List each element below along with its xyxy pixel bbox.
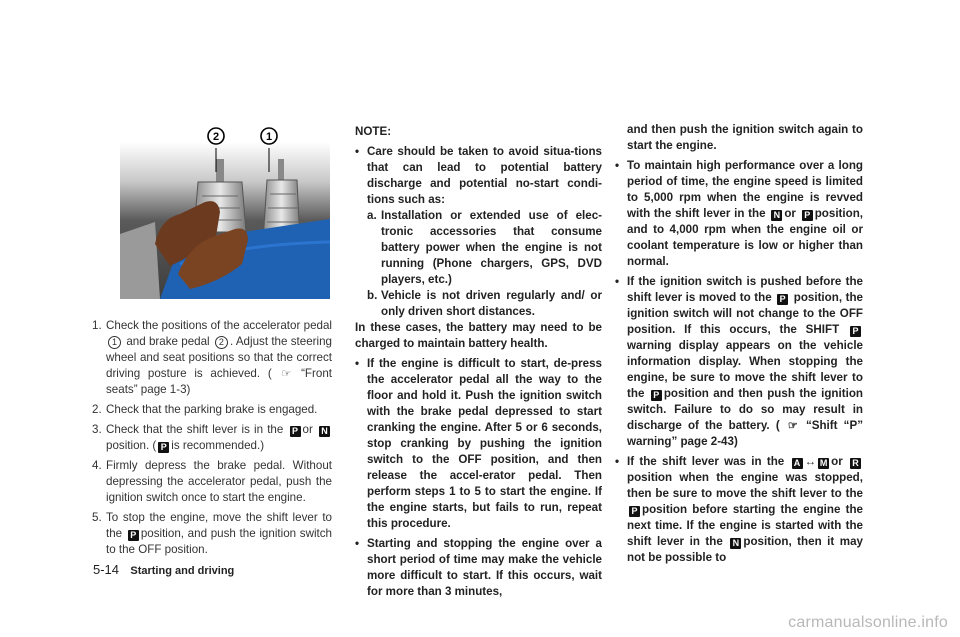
note-bullet-text: If the engine is difficult to start, de-press the accelerator pedal all the way to the floor and hold it. Push the ignition switch with the brake pedal depressed to start cranking the engine. After 5 or 6 seconds, stop cranking by pushing the ignition switch to the OFF position, and then release the accel-erator pedal. Then perform steps 1 to 5 to start the engine. If the engine starts, but fails to run, repeat this procedure. — [367, 357, 602, 530]
arrow-icon: ↔ — [804, 455, 817, 468]
callout-1-label: 1 — [265, 131, 273, 143]
shift-n-icon: N — [319, 426, 330, 437]
bullet: • — [615, 159, 620, 172]
sub-text: Installation or extended use of elec-tronic accessories that consume battery power when the engine is not running (Phone chargers, GPS, DVD players, etc.) — [381, 209, 602, 286]
note-bullet-5 — [615, 274, 863, 450]
shift-p-icon: P — [850, 326, 861, 337]
shift-n-icon: N — [771, 210, 782, 221]
continued-column — [615, 122, 863, 570]
callout-2-ref: 2 — [215, 336, 228, 349]
callout-2-label: 2 — [212, 131, 220, 143]
step-number: 3. — [92, 423, 102, 436]
shift-a-icon: A — [792, 458, 803, 469]
step-1-text-c: . Adjust the steering wheel and seat positions so that the correct driving posture is achieved. ( — [106, 335, 332, 380]
step-1-text-a: Check the positions of the accelerator pedal — [106, 319, 332, 332]
bullet-6-text-b: position when the engine was stopped, then be sure to move the shift lever to the — [627, 471, 863, 500]
sub-label: a. — [367, 209, 377, 222]
note-cases: In these cases, the battery may need to be charged to maintain battery health. — [355, 321, 602, 350]
step-4 — [92, 458, 332, 506]
bullet-5-text-a: If the ignition switch is pushed before the shift lever is moved to the — [627, 275, 863, 304]
shift-r-icon: R — [850, 458, 861, 469]
step-5-text-a: To stop the engine, move the shift lever to the — [106, 511, 332, 540]
bullet-6-text-c: position before starting the engine the next time. If the engine is started with the shift lever in the — [627, 503, 863, 548]
shift-p-icon: P — [802, 210, 813, 221]
sub-text: Vehicle is not driven regularly and/ or only driven short distances. — [381, 289, 602, 318]
note-bullet-text: Starting and stopping the engine over a short period of time may make the vehicle more difficult to start. If this occurs, wait for more than 3 minutes, — [367, 537, 602, 598]
pedal-illustration-svg — [120, 124, 330, 299]
watermark: carmanualsonline.info — [788, 614, 948, 631]
step-5 — [92, 510, 332, 558]
book-pointer-icon: ☞ — [787, 420, 798, 432]
step-2 — [92, 402, 332, 418]
step-3 — [92, 422, 332, 454]
note-bullet-text — [627, 158, 863, 270]
bullet-4-text-b: position, and to 4,000 rpm when the engine oil or coolant temperature is low or higher than normal. — [627, 207, 864, 268]
bullet-5-text-c: warning display appears on the vehicle information display. When stopping the engine, be sure to move the shift lever to the — [627, 339, 863, 400]
step-3-text-c: is recommended.) — [171, 439, 265, 452]
shift-p-icon: P — [290, 426, 301, 437]
step-number: 5. — [92, 511, 102, 524]
step-5-text-b: position, and push the ignition switch to the OFF position. — [106, 527, 332, 556]
page-number: 5-14 — [93, 562, 120, 577]
bullet-6-text-d: position, then it may not be possible to — [627, 535, 863, 564]
note-bullet-text — [627, 274, 863, 450]
step-text: Check that the parking brake is engaged. — [106, 403, 318, 416]
note-bullet-1 — [355, 144, 602, 208]
bullet-6-text-a: If the shift lever was in the — [627, 455, 785, 468]
step-number: 4. — [92, 459, 102, 472]
shift-m-icon: M — [819, 458, 828, 468]
shift-n-icon: N — [730, 538, 741, 549]
bullet: • — [615, 275, 620, 288]
note-sub-b — [367, 288, 602, 320]
step-number: 2. — [92, 403, 102, 416]
note-bullet-text: Care should be taken to avoid situa-tions that can lead to potential battery discharge and potential no-start condi-tions such as: — [367, 145, 602, 206]
step-3-text-b: position. ( — [106, 439, 157, 452]
shift-p-icon: P — [158, 442, 169, 453]
footrest-panel — [120, 222, 160, 299]
note-bullet-3 — [355, 536, 602, 600]
note-bullet-6 — [615, 454, 863, 566]
note-bullet-text — [627, 454, 863, 566]
bullet: • — [615, 455, 620, 468]
shift-p-icon: P — [629, 506, 640, 517]
or-word: or — [302, 423, 313, 436]
sub-label: b. — [367, 289, 378, 302]
page-footer — [93, 562, 234, 577]
or-word: or — [831, 455, 843, 468]
bullet-5-text-d: position and then push the ignition switch. Failure to do so may result in discharge of the battery. ( — [627, 387, 863, 432]
step-1-text-b: and brake pedal — [126, 335, 210, 348]
shift-p-icon: P — [651, 390, 662, 401]
callout-1-ref: 1 — [108, 336, 121, 349]
shift-p-icon: P — [777, 294, 788, 305]
note-bullet-4 — [615, 158, 863, 270]
pedal-illustration — [120, 124, 330, 299]
step-3-text-a: Check that the shift lever is in the — [106, 423, 284, 436]
step-text: Firmly depress the brake pedal. Without depressing the accelerator pedal, push the ignition switch once to start the engine. — [106, 459, 332, 504]
section-title: Starting and driving — [130, 565, 235, 577]
step-number: 1. — [92, 319, 102, 332]
shift-p-icon: P — [128, 530, 139, 541]
bullet: • — [355, 537, 360, 550]
note-column — [355, 124, 602, 604]
or-word: or — [784, 207, 796, 220]
bullet-5-reference: “Shift “P” warning” page 2-43) — [627, 419, 863, 448]
book-pointer-icon: ☞ — [281, 368, 292, 380]
step-1 — [92, 318, 332, 398]
step-1-reference: “Front seats” page 1-3) — [106, 367, 332, 396]
bullet: • — [355, 145, 360, 158]
bullet-4-text-a: To maintain high performance over a long period of time, the engine speed is limited to 5,000 rpm when the engine is revved with the shift lever in the — [627, 159, 863, 220]
steps-column — [92, 318, 332, 562]
step-text — [106, 318, 332, 398]
bullet-5-text-b: position, the ignition switch will not change to the OFF position. If this occurs, the SHIFT — [627, 291, 863, 336]
note-bullet-2 — [355, 356, 602, 532]
note-sub-a — [367, 208, 602, 288]
continued-text: and then push the ignition switch again to start the engine. — [627, 123, 863, 152]
step-text — [106, 422, 332, 454]
note-heading: NOTE: — [355, 125, 392, 138]
bullet: • — [355, 357, 360, 370]
step-text — [106, 510, 332, 558]
